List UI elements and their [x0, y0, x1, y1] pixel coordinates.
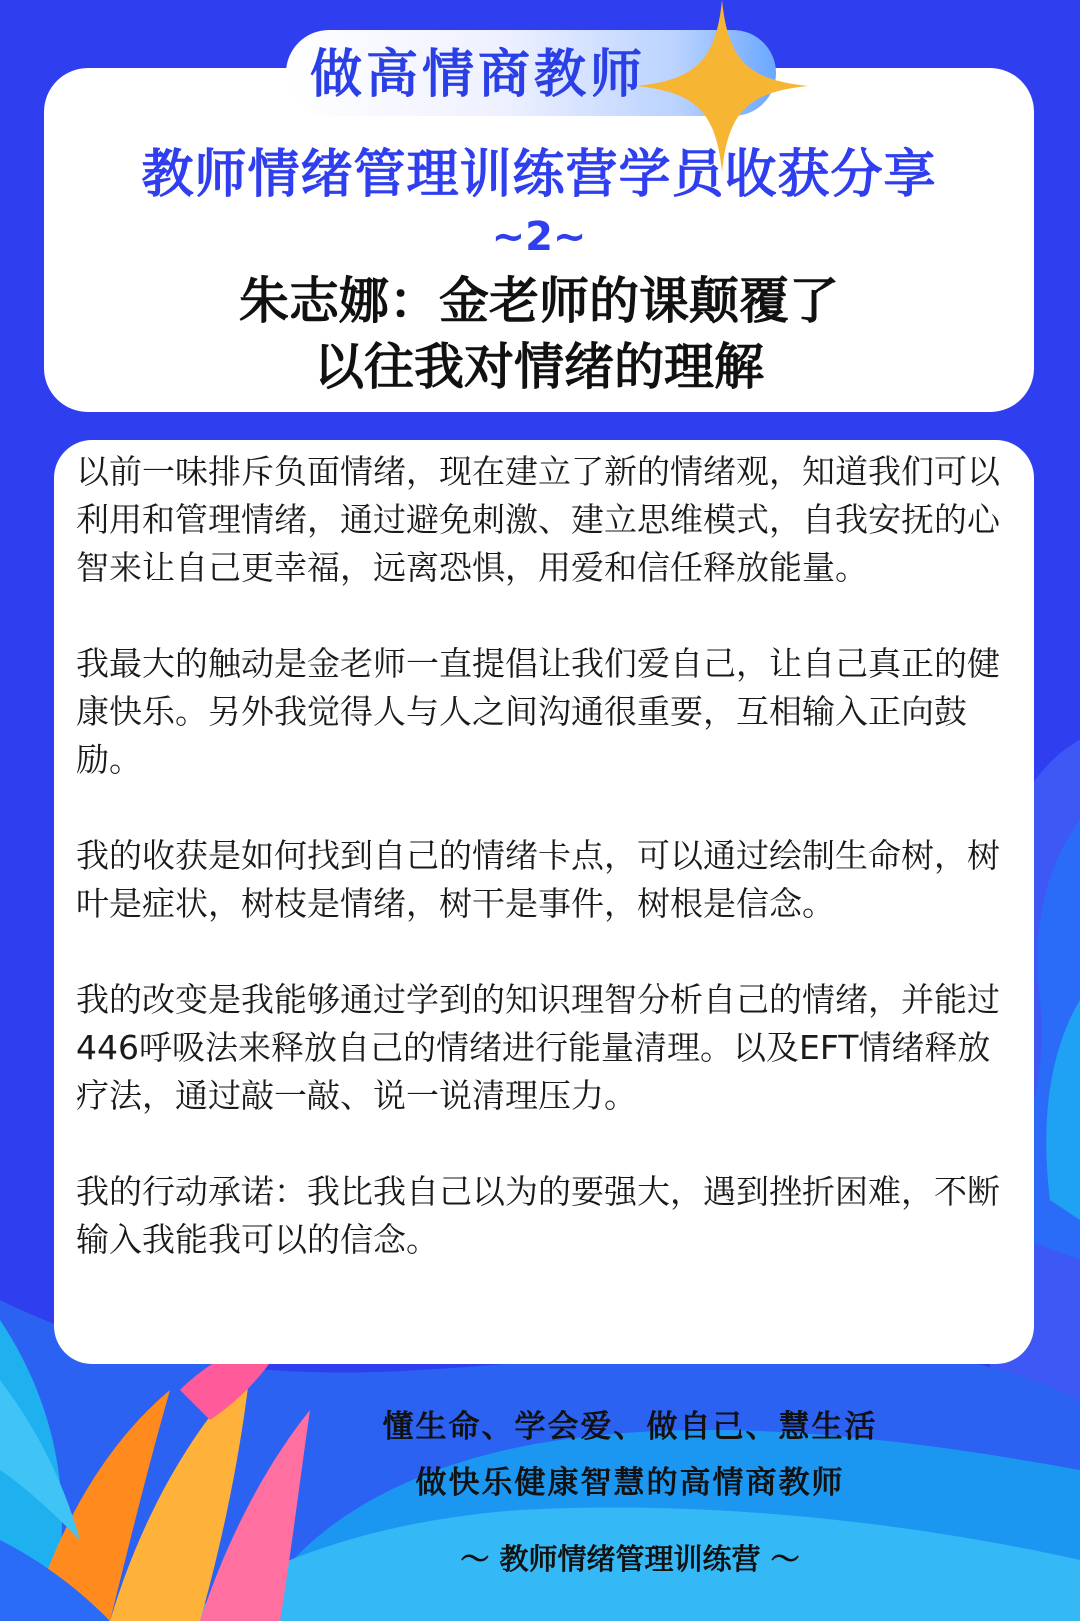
slogan-line-2: 做快乐健康智慧的高情商教师 [415, 1465, 845, 1501]
main-title: 教师情绪管理训练营学员收获分享 [141, 145, 937, 205]
slogan-line-1: 懂生命、学会爱、做自己、慧生活 [382, 1409, 878, 1445]
pill-title: 做高情商教师 [310, 45, 647, 105]
sub-title [44, 268, 1034, 400]
signature: 〜 教师情绪管理训练营 〜 [460, 1542, 800, 1576]
content-body [76, 448, 1022, 1312]
paragraph: 以前一味排斥负面情绪，现在建立了新的情绪观，知道我们可以利用和管理情绪，通过避免刺激、建立思维模式，自我安抚的心智来让自己更幸福，远离恐惧，用爱和信任释放能量。 [76, 452, 1000, 587]
sub-title-line-1: 朱志娜：金老师的课颠覆了 [239, 272, 839, 330]
paragraph: 我最大的触动是金老师一直提倡让我们爱自己，让自己真正的健康快乐。另外我觉得人与人之间沟通很重要，互相输入正向鼓励。 [76, 644, 1000, 779]
sub-title-line-2: 以往我对情绪的理解 [314, 338, 764, 396]
paragraph: 我的收获是如何找到自己的情绪卡点，可以通过绘制生命树，树叶是症状，树枝是情绪，树干是事件，树根是信念。 [76, 836, 1000, 923]
paragraph: 我的改变是我能够通过学到的知识理智分析自己的情绪，并能过446呼吸法来释放自己的情绪进行能量清理。以及EFT情绪释放疗法，通过敲一敲、说一说清理压力。 [76, 980, 1000, 1115]
issue-number: ~2~ [491, 214, 587, 260]
paragraph: 我的行动承诺：我比我自己以为的要强大，遇到挫折困难，不断输入我能我可以的信念。 [76, 1172, 1000, 1259]
